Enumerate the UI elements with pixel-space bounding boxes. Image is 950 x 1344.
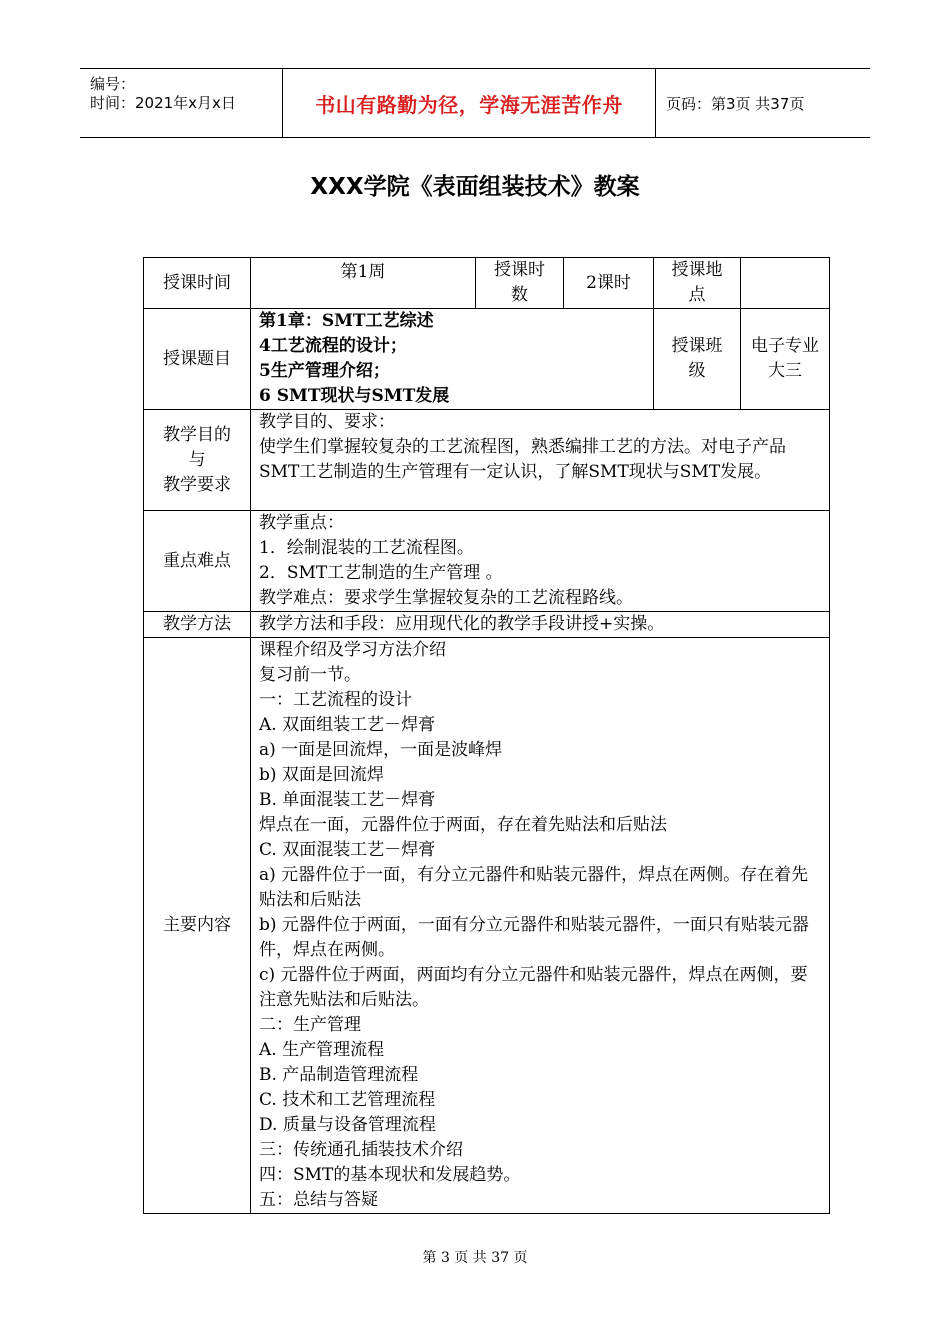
keypoints-line: 教学重点： [259,513,344,533]
topic-label-cell: 授课题目 [144,309,251,410]
content-line: C. 技术和工艺管理流程 [259,1090,436,1110]
content-line: 复习前一节。 [259,665,361,685]
objectives-label-cell [144,410,251,511]
table-row [144,638,830,1214]
topic-line: 第1章：SMT工艺综述 [259,311,434,331]
content-line: 课程介绍及学习方法介绍 [259,640,446,660]
header-page-cell [656,69,870,137]
content-line: b) 元器件位于两面，一面有分立元器件和贴装元器件，一面只有贴装元器件，焊点在两侧。 [259,915,809,960]
content-line: 焊点在一面，元器件位于两面，存在着先贴法和后贴法 [259,815,667,835]
content-line: 一：工艺流程的设计 [259,690,412,710]
content-line: A. 双面组装工艺－焊膏 [259,715,436,735]
page-footer: 第 3 页 共 37 页 [422,1250,528,1266]
topic-cell [251,309,654,410]
motto: 书山有路勤为径，学海无涯苦作舟 [315,92,623,117]
time-label-cell: 授课时间 [144,258,251,309]
keypoints-label-cell: 重点难点 [144,511,251,612]
objectives-label-line: 与 [188,449,206,470]
objectives-cell [251,410,830,511]
table-row [144,258,830,309]
content-line: C. 双面混装工艺－焊膏 [259,840,436,860]
table-row [144,612,830,638]
content-line: a) 一面是回流焊，一面是波峰焊 [259,740,503,760]
objectives-line: 使学生们掌握较复杂的工艺流程图，熟悉编排工艺的方法。对电子产品SMT工艺制造的生产管理有一定认识，了解SMT现状与SMT发展。 [259,437,786,482]
objectives-label-line: 教学目的 [163,424,231,445]
table-row [144,309,830,410]
hours-value-cell: 2课时 [564,258,654,309]
table-row [144,410,830,511]
keypoints-line: 1．绘制混装的工艺流程图。 [259,538,474,558]
header-motto-cell [282,69,656,137]
keypoints-line: 教学难点：要求学生掌握较复杂的工艺流程路线。 [259,588,633,608]
content-cell [251,638,830,1214]
content-line: B. 产品制造管理流程 [259,1065,419,1085]
place-value-cell [741,258,830,309]
content-line: B. 单面混装工艺－焊膏 [259,790,436,810]
topic-line: 6 SMT现状与SMT发展 [259,386,450,406]
keypoints-cell [251,511,830,612]
content-line: 三：传统通孔插装技术介绍 [259,1140,463,1160]
content-label-cell: 主要内容 [144,638,251,1214]
objectives-line: 教学目的、要求： [259,412,395,432]
content-line: A. 生产管理流程 [259,1040,385,1060]
number-label: 编号： [90,75,136,93]
keypoints-line: 2．SMT工艺制造的生产管理 。 [259,563,503,583]
content-line: a) 元器件位于一面，有分立元器件和贴装元器件，焊点在两侧。存在着先贴法和后贴法 [259,865,809,910]
time-label: 时间：2021年x月x日 [90,94,236,112]
page-header [80,68,870,138]
topic-line: 4工艺流程的设计； [259,336,407,356]
document-title: XXX学院《表面组装技术》教案 [310,174,640,200]
method-cell: 教学方法和手段：应用现代化的教学手段讲授+实操。 [251,612,830,638]
content-line: 五：总结与答疑 [259,1190,378,1210]
method-label-cell: 教学方法 [144,612,251,638]
place-label-cell: 授课地点 [654,258,741,309]
header-meta [80,69,282,137]
content-line: D. 质量与设备管理流程 [259,1115,436,1135]
topic-line: 5生产管理介绍； [259,361,390,381]
lesson-plan-table [143,257,830,1214]
objectives-label-line: 教学要求 [163,474,231,495]
class-label-cell: 授课班级 [654,309,741,410]
hours-label-cell: 授课时数 [476,258,564,309]
content-line: 二：生产管理 [259,1015,361,1035]
content-line: 四：SMT的基本现状和发展趋势。 [259,1165,521,1185]
content-line: b) 双面是回流焊 [259,765,384,785]
page-info: 页码：第3页 共37页 [666,94,805,113]
content-line: c) 元器件位于两面，两面均有分立元器件和贴装元器件，焊点在两侧，要注意先贴法和后贴法。 [259,965,808,1010]
table-row [144,511,830,612]
class-value-cell: 电子专业大三 [741,309,830,410]
time-value-cell: 第1周 [251,258,476,309]
